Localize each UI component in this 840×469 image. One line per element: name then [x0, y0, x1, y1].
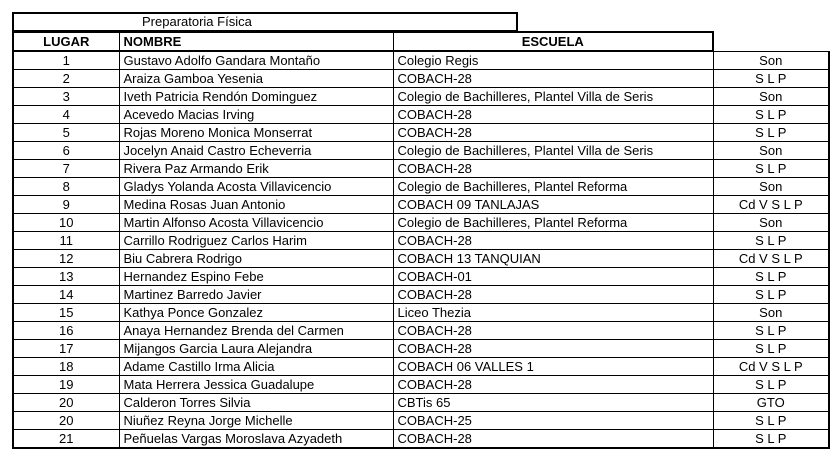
table-row	[13, 412, 829, 430]
cell-nombre: Mijangos Garcia Laura Alejandra	[119, 340, 393, 358]
cell-escuela: COBACH-01	[393, 268, 713, 286]
header-lugar: LUGAR	[13, 32, 119, 51]
cell-nombre: Acevedo Macias Irving	[119, 106, 393, 124]
cell-nombre: Biu Cabrera Rodrigo	[119, 250, 393, 268]
cell-escuela: Colegio de Bachilleres, Plantel Reforma	[393, 178, 713, 196]
cell-escuela: COBACH-28	[393, 322, 713, 340]
table-row	[13, 160, 829, 178]
cell-nombre: Rivera Paz Armando Erik	[119, 160, 393, 178]
cell-lugar: 15	[13, 304, 119, 322]
cell-escuela: COBACH-28	[393, 70, 713, 88]
cell-lugar: 12	[13, 250, 119, 268]
cell-escuela: COBACH 09 TANLAJAS	[393, 196, 713, 214]
cell-lugar: 10	[13, 214, 119, 232]
header-escuela: ESCUELA	[393, 32, 713, 51]
cell-nombre: Kathya Ponce Gonzalez	[119, 304, 393, 322]
cell-estado: S L P	[713, 160, 829, 178]
table-row	[13, 196, 829, 214]
results-table	[12, 31, 830, 449]
table-row	[13, 178, 829, 196]
cell-lugar: 1	[13, 51, 119, 70]
cell-nombre: Niuñez Reyna Jorge Michelle	[119, 412, 393, 430]
header-estado-empty	[713, 32, 829, 51]
cell-estado: Son	[713, 178, 829, 196]
cell-lugar: 18	[13, 358, 119, 376]
cell-lugar: 20	[13, 412, 119, 430]
table-row	[13, 250, 829, 268]
cell-lugar: 17	[13, 340, 119, 358]
cell-estado: Cd V S L P	[713, 358, 829, 376]
table-row	[13, 304, 829, 322]
table-row	[13, 322, 829, 340]
cell-nombre: Anaya Hernandez Brenda del Carmen	[119, 322, 393, 340]
table-row	[13, 268, 829, 286]
table-row	[13, 376, 829, 394]
cell-lugar: 13	[13, 268, 119, 286]
cell-lugar: 9	[13, 196, 119, 214]
cell-escuela: COBACH 06 VALLES 1	[393, 358, 713, 376]
cell-estado: S L P	[713, 322, 829, 340]
cell-nombre: Gustavo Adolfo Gandara Montaño	[119, 51, 393, 70]
cell-lugar: 14	[13, 286, 119, 304]
cell-escuela: Colegio de Bachilleres, Plantel Reforma	[393, 214, 713, 232]
cell-lugar: 7	[13, 160, 119, 178]
cell-escuela: COBACH-28	[393, 232, 713, 250]
cell-estado: Son	[713, 51, 829, 70]
cell-lugar: 20	[13, 394, 119, 412]
cell-escuela: CBTis 65	[393, 394, 713, 412]
cell-estado: Son	[713, 304, 829, 322]
cell-lugar: 5	[13, 124, 119, 142]
cell-nombre: Martinez Barredo Javier	[119, 286, 393, 304]
cell-estado: Cd V S L P	[713, 196, 829, 214]
cell-escuela: COBACH-28	[393, 106, 713, 124]
cell-nombre: Jocelyn Anaid Castro Echeverria	[119, 142, 393, 160]
table-row	[13, 394, 829, 412]
header-row	[13, 32, 829, 51]
cell-lugar: 6	[13, 142, 119, 160]
cell-escuela: Colegio de Bachilleres, Plantel Villa de Seris	[393, 88, 713, 106]
table-row	[13, 430, 829, 449]
cell-escuela: COBACH-28	[393, 160, 713, 178]
cell-lugar: 16	[13, 322, 119, 340]
cell-escuela: Liceo Thezia	[393, 304, 713, 322]
cell-estado: Son	[713, 88, 829, 106]
cell-estado: Son	[713, 214, 829, 232]
cell-escuela: Colegio de Bachilleres, Plantel Villa de Seris	[393, 142, 713, 160]
table-row	[13, 214, 829, 232]
table-row	[13, 106, 829, 124]
table-row	[13, 51, 829, 70]
cell-estado: S L P	[713, 106, 829, 124]
table-row	[13, 340, 829, 358]
cell-estado: S L P	[713, 124, 829, 142]
cell-nombre: Peñuelas Vargas Moroslava Azyadeth	[119, 430, 393, 449]
cell-nombre: Gladys Yolanda Acosta Villavicencio	[119, 178, 393, 196]
cell-nombre: Iveth Patricia Rendón Dominguez	[119, 88, 393, 106]
cell-estado: GTO	[713, 394, 829, 412]
cell-escuela: COBACH-25	[393, 412, 713, 430]
table-row	[13, 358, 829, 376]
table-title: Preparatoria Física	[142, 14, 252, 29]
cell-escuela: Colegio Regis	[393, 51, 713, 70]
cell-nombre: Carrillo Rodriguez Carlos Harim	[119, 232, 393, 250]
table-row	[13, 88, 829, 106]
table-row	[13, 232, 829, 250]
cell-escuela: COBACH-28	[393, 286, 713, 304]
cell-nombre: Adame Castillo Irma Alicia	[119, 358, 393, 376]
cell-estado: S L P	[713, 70, 829, 88]
header-nombre: NOMBRE	[119, 32, 393, 51]
cell-lugar: 11	[13, 232, 119, 250]
cell-escuela: COBACH-28	[393, 340, 713, 358]
cell-lugar: 2	[13, 70, 119, 88]
cell-estado: S L P	[713, 232, 829, 250]
cell-escuela: COBACH 13 TANQUIAN	[393, 250, 713, 268]
cell-nombre: Araiza Gamboa Yesenia	[119, 70, 393, 88]
cell-estado: Cd V S L P	[713, 250, 829, 268]
cell-estado: Son	[713, 142, 829, 160]
table-row	[13, 142, 829, 160]
table-row	[13, 286, 829, 304]
cell-escuela: COBACH-28	[393, 376, 713, 394]
table-row	[13, 124, 829, 142]
cell-lugar: 21	[13, 430, 119, 449]
table-title-box	[12, 12, 518, 31]
cell-estado: S L P	[713, 412, 829, 430]
cell-estado: S L P	[713, 268, 829, 286]
cell-estado: S L P	[713, 286, 829, 304]
table-body	[13, 51, 829, 448]
cell-nombre: Medina Rosas Juan Antonio	[119, 196, 393, 214]
cell-estado: S L P	[713, 376, 829, 394]
cell-escuela: COBACH-28	[393, 124, 713, 142]
cell-nombre: Mata Herrera Jessica Guadalupe	[119, 376, 393, 394]
cell-nombre: Calderon Torres Silvia	[119, 394, 393, 412]
cell-nombre: Martin Alfonso Acosta Villavicencio	[119, 214, 393, 232]
cell-nombre: Rojas Moreno Monica Monserrat	[119, 124, 393, 142]
cell-lugar: 8	[13, 178, 119, 196]
cell-escuela: COBACH-28	[393, 430, 713, 449]
cell-nombre: Hernandez Espino Febe	[119, 268, 393, 286]
cell-lugar: 3	[13, 88, 119, 106]
table-row	[13, 70, 829, 88]
cell-estado: S L P	[713, 430, 829, 449]
cell-estado: S L P	[713, 340, 829, 358]
cell-lugar: 19	[13, 376, 119, 394]
cell-lugar: 4	[13, 106, 119, 124]
